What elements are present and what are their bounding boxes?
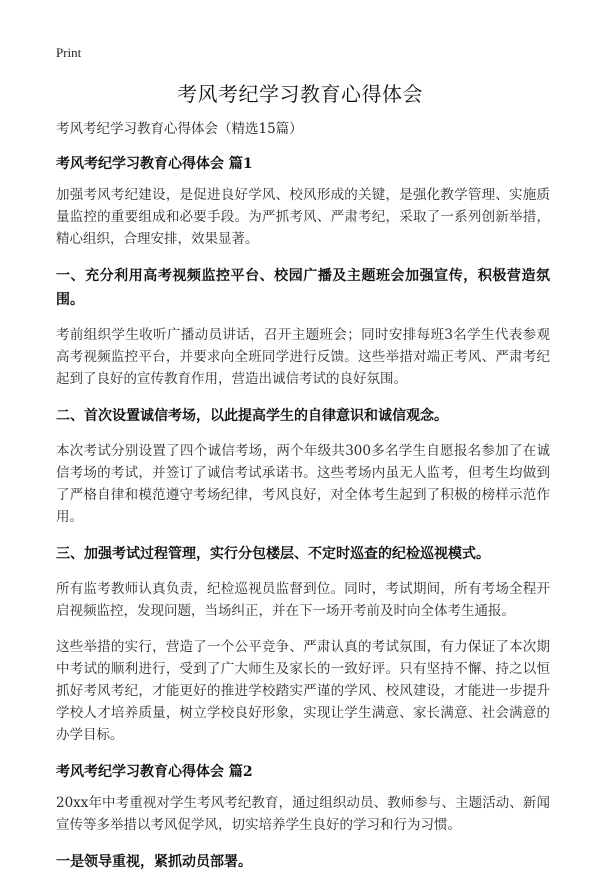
paragraph: 所有监考教师认真负责，纪检巡视员监督到位。同时，考试期间，所有考场全程开启视频监控，发现问题，当场纠正，并在下一场开考前及时向全体考生通报。 <box>56 581 550 619</box>
document-subtitle: 考风考纪学习教育心得体会（精选15篇） <box>56 121 303 137</box>
section-heading-1: 考风考纪学习教育心得体会 篇1 <box>56 156 253 172</box>
point-heading: 二、首次设置诚信考场，以此提高学生的自律意识和诚信观念。 <box>56 408 448 424</box>
paragraph: 考前组织学生收听广播动员讲话，召开主题班会；同时安排每班3名学生代表参观高考视频监控平台，并要求向全班同学进行反馈。这些举措对端正考风、严肃考纪起到了良好的宣传教育作用，营造出诚信考试的良好氛围。 <box>56 327 550 387</box>
point-heading: 一、充分利用高考视频监控平台、校园广播及主题班会加强宣传，积极营造氛围。 <box>56 268 550 308</box>
document-body <box>56 118 550 886</box>
paragraph: 加强考风考纪建设，是促进良好学风、校风形成的关键，是强化教学管理、实施质量监控的重要组成和必要手段。为严抓考风、严肃考纪，采取了一系列创新举措，精心组织，合理安排，效果显著。 <box>56 187 550 247</box>
document-title: 考风考纪学习教育心得体会 <box>177 82 423 106</box>
paragraph: 这些举措的实行，营造了一个公平竞争、严肃认真的考试氛围，有力保证了本次期中考试的顺利进行，受到了广大师生及家长的一致好评。只有坚持不懈、持之以恒抓好考风考纪，才能更好的推进学校踏实严谨的学风、校风建设，才能进一步提升学校人才培养质量，树立学校良好形象，实现让学生满意、家长满意、社会满意的办学目标。 <box>56 639 550 743</box>
paragraph: 20xx年中考重视对学生考风考纪教育，通过组织动员、教师参与、主题活动、新闻宣传等多举措以考风促学风，切实培养学生良好的学习和行为习惯。 <box>56 795 550 833</box>
point-heading: 一是领导重视，紧抓动员部署。 <box>56 854 252 870</box>
paragraph: 本次考试分别设置了四个诚信考场，两个年级共300多名学生自愿报名参加了在诚信考场的考试，并签订了诚信考试承诺书。这些考场内虽无人监考，但考生均做到了严格自律和模范遵守考场纪律，考风良好，对全体考生起到了积极的榜样示范作用。 <box>56 443 550 525</box>
point-heading: 三、加强考试过程管理，实行分包楼层、不定时巡查的纪检巡视模式。 <box>56 546 490 562</box>
print-link[interactable]: Print <box>56 45 82 60</box>
section-heading-2: 考风考纪学习教育心得体会 篇2 <box>56 764 253 780</box>
